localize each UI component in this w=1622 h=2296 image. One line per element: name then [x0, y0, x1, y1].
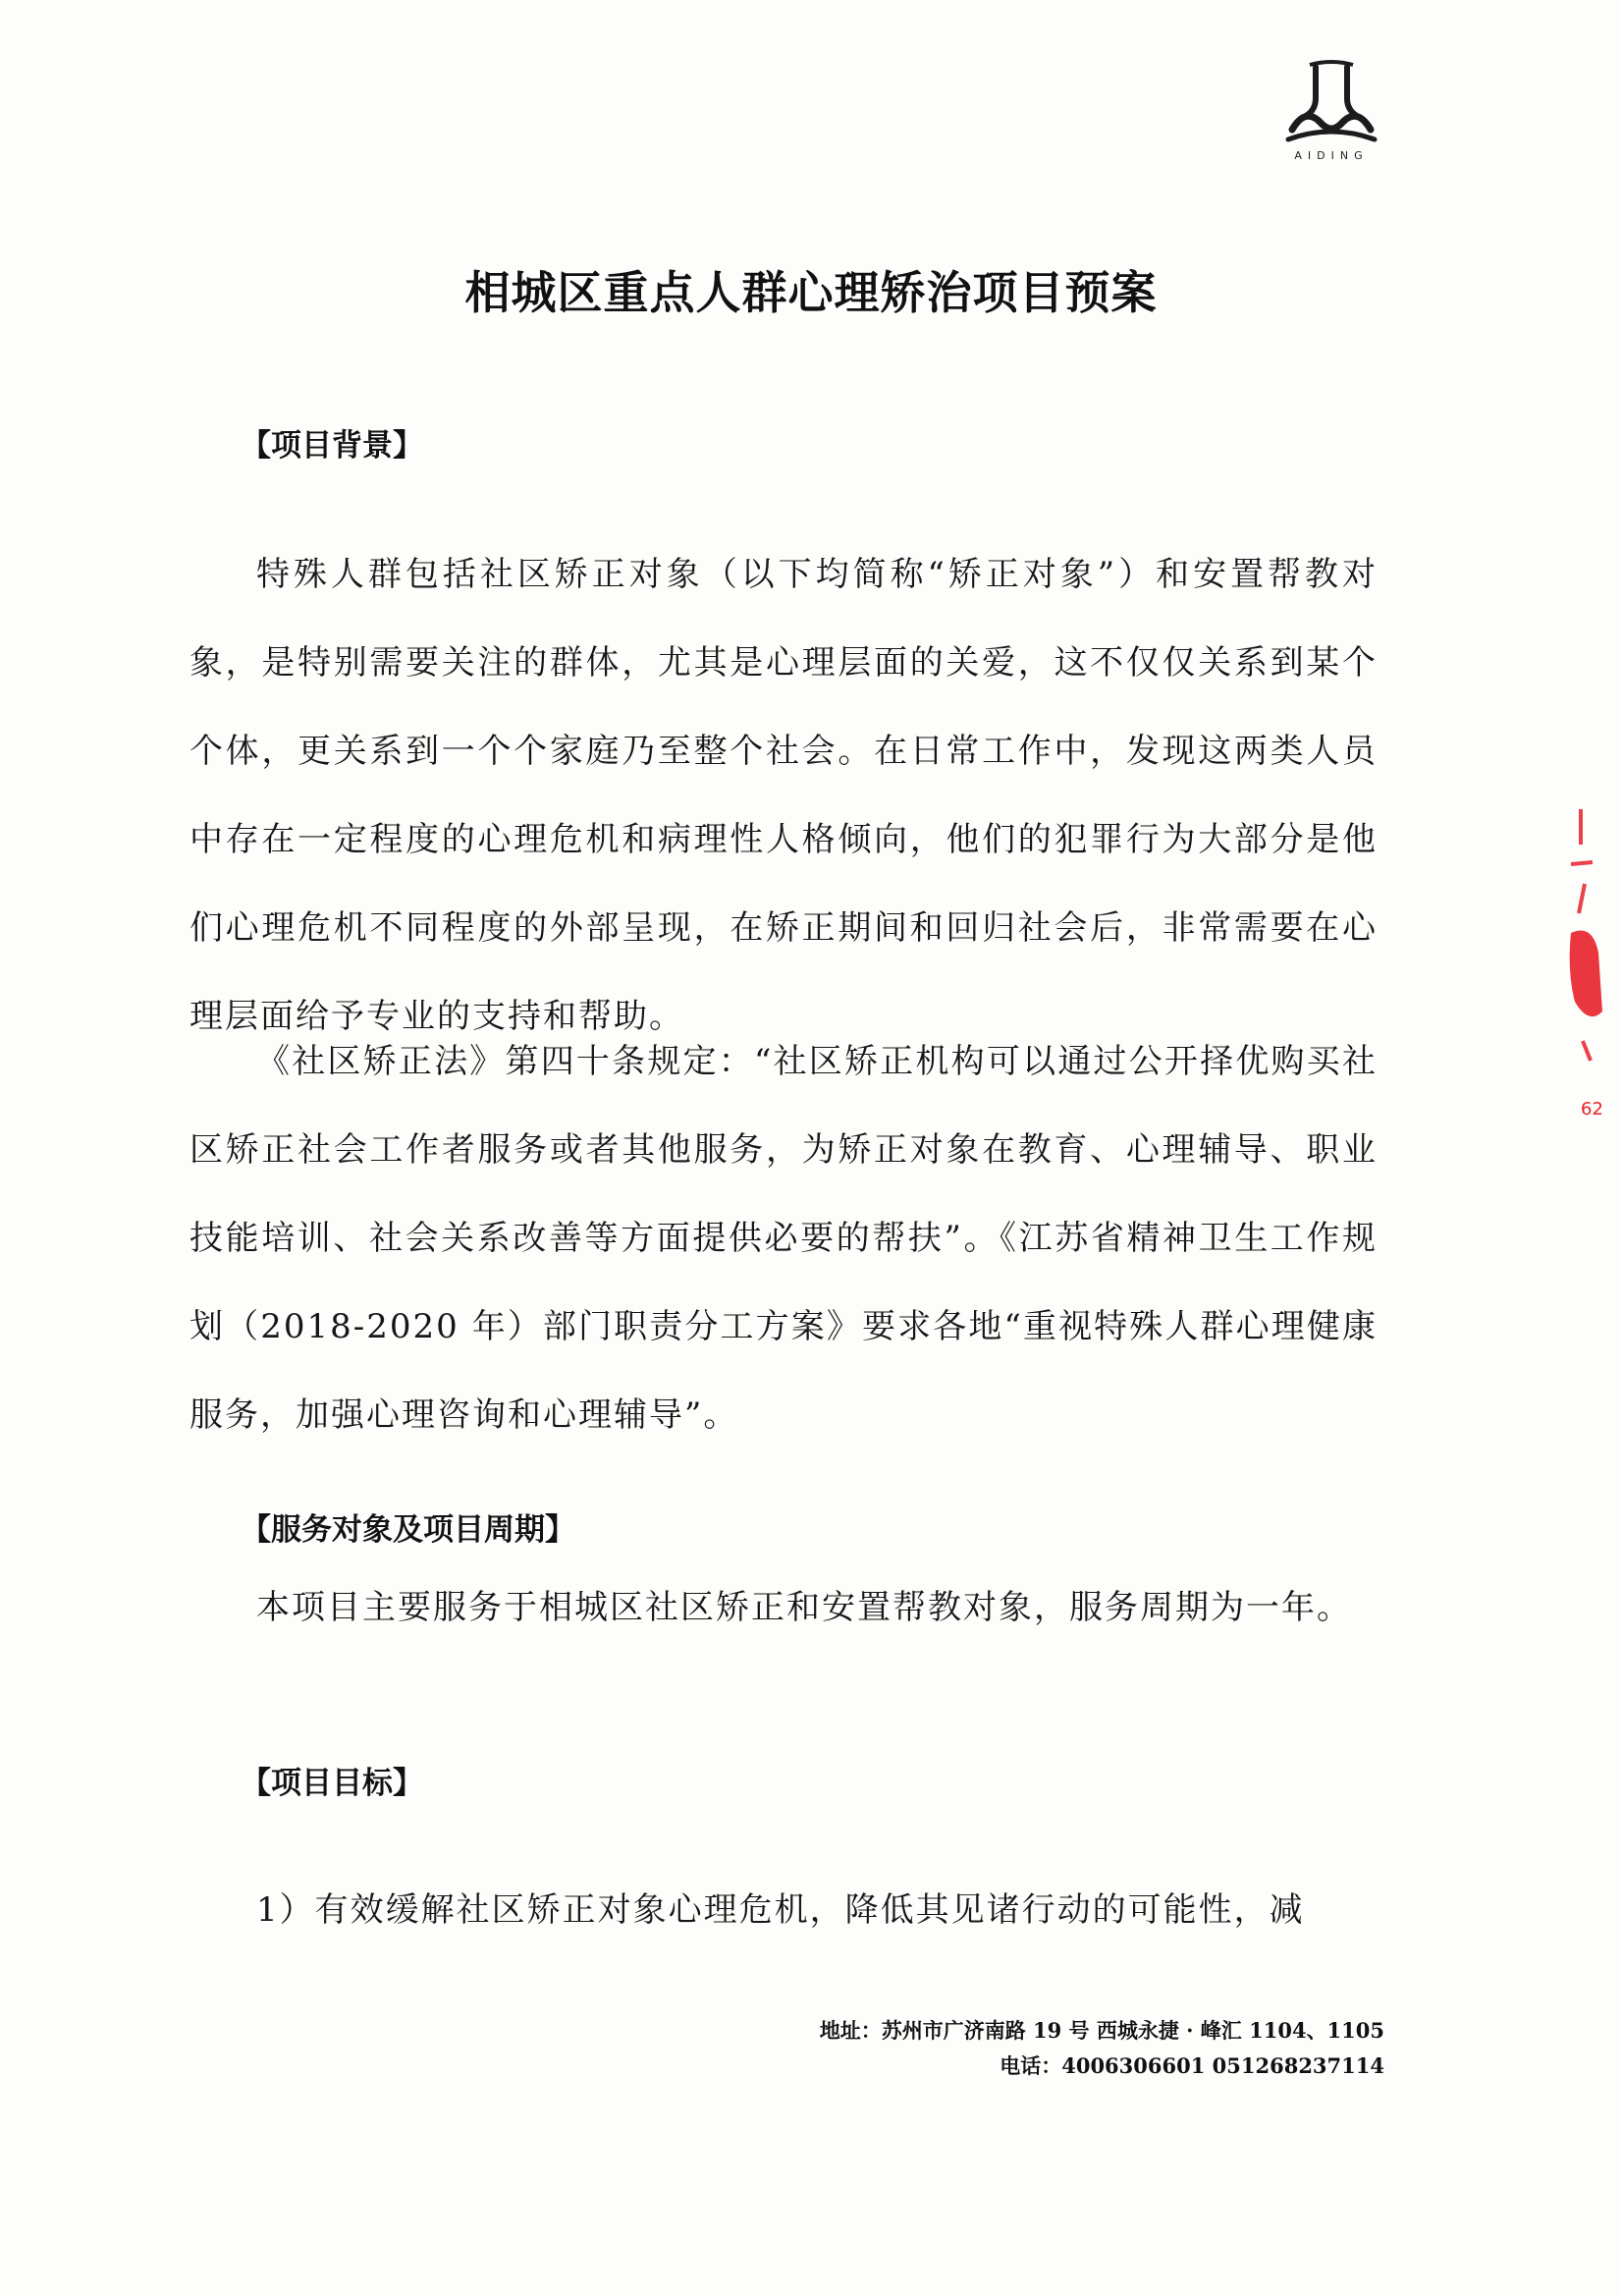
footer-phone: 电话：4006306601 051268237114	[1000, 2053, 1384, 2078]
logo-mark-icon	[1272, 59, 1390, 152]
company-logo	[1272, 59, 1390, 167]
logo-text: AIDING	[1294, 149, 1369, 162]
section-heading-background: 【项目背景】	[241, 428, 423, 464]
footer-address: 地址：苏州市广济南路 19 号 西城永捷 · 峰汇 1104、1105	[819, 2018, 1384, 2043]
red-seal-stamp	[1541, 805, 1622, 1129]
stamp-number-text: 62	[1581, 1099, 1603, 1120]
section-heading-target: 【服务对象及项目周期】	[241, 1512, 575, 1548]
seal-stamp-icon	[1541, 805, 1622, 1129]
section-heading-goals: 【项目目标】	[241, 1766, 423, 1801]
paragraph-background-2: 《社区矫正法》第四十条规定：“社区矫正机构可以通过公开择优购买社区矫正社会工作者服务或者其他服务，为矫正对象在教育、心理辅导、职业技能培训、社会关系改善等方面提供必要的帮扶”。《江苏省精神卫生工作规划（2018-2020 年）部门职责分工方案》要求各地“重视特殊人群心理健康服务，加强心理咨询和心理辅导”。	[189, 1042, 1378, 1435]
paragraph-background-1: 特殊人群包括社区矫正对象（以下均简称“矫正对象”）和安置帮教对象，是特别需要关注的群体，尤其是心理层面的关爱，这不仅仅关系到某个个体，更关系到一个个家庭乃至整个社会。在日常工作中，发现这两类人员中存在一定程度的心理危机和病理性人格倾向，他们的犯罪行为大部分是他们心理危机不同程度的外部呈现，在矫正期间和回归社会后，非常需要在心理层面给予专业的支持和帮助。	[189, 555, 1378, 1036]
paragraph-goals-1: 1）有效缓解社区矫正对象心理危机，降低其见诸行动的可能性，减	[256, 1890, 1305, 1930]
paragraph-target-1: 本项目主要服务于相城区社区矫正和安置帮教对象，服务周期为一年。	[256, 1588, 1352, 1627]
document-title: 相城区重点人群心理矫治项目预案	[464, 266, 1158, 319]
